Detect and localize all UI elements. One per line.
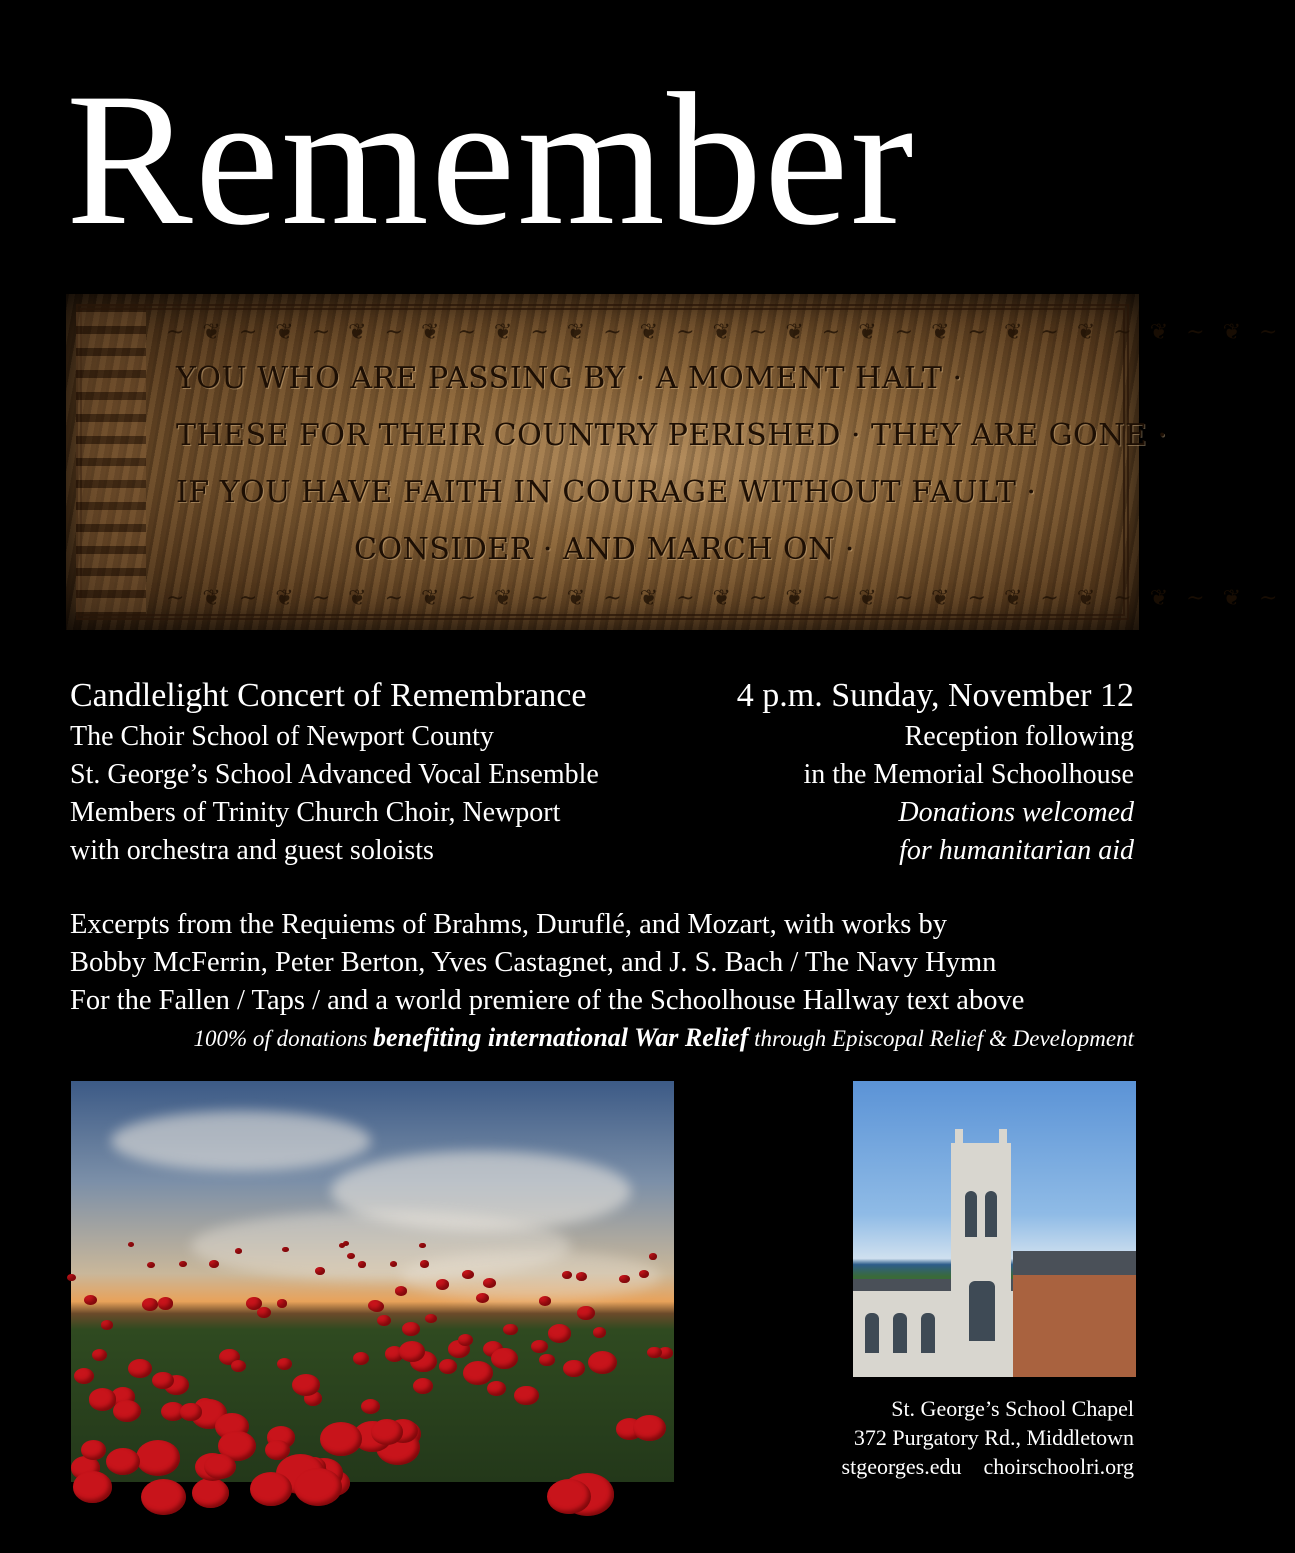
poppy-flower bbox=[563, 1360, 585, 1377]
poppy-flower bbox=[277, 1299, 288, 1307]
poppy-field-photo bbox=[71, 1081, 674, 1482]
poppy-flower bbox=[128, 1242, 134, 1247]
donation-note-bold: benefiting international War Relief bbox=[373, 1023, 749, 1052]
poppy-flower bbox=[136, 1440, 180, 1475]
plaque-inscription bbox=[176, 350, 1168, 578]
poppy-flower bbox=[250, 1472, 292, 1506]
poppy-flower bbox=[476, 1293, 489, 1303]
poppy-flower bbox=[257, 1307, 271, 1318]
poppy-flower bbox=[531, 1340, 548, 1354]
venue-address: 372 Purgatory Rd., Middletown bbox=[853, 1425, 1134, 1450]
poppy-flower bbox=[84, 1295, 97, 1305]
poppy-flower bbox=[439, 1359, 457, 1374]
poppy-flower bbox=[343, 1241, 349, 1246]
poppy-flower bbox=[503, 1324, 518, 1336]
poppy-flower bbox=[81, 1440, 106, 1460]
poppy-flower bbox=[353, 1352, 369, 1365]
chapel-photo bbox=[853, 1081, 1136, 1377]
donation-note-post: through Episcopal Relief & Development bbox=[748, 1026, 1134, 1051]
poppy-flower bbox=[647, 1347, 662, 1359]
inscription-line: IF YOU HAVE FAITH IN COURAGE WITHOUT FAULT · bbox=[176, 475, 1037, 510]
poppy-flower bbox=[633, 1415, 666, 1441]
poppy-flower bbox=[419, 1243, 425, 1248]
event-details bbox=[674, 674, 1134, 870]
poppy-flower bbox=[562, 1271, 572, 1279]
poster-title: Remember bbox=[66, 55, 916, 265]
poppy-flower bbox=[547, 1479, 591, 1514]
poppy-flower bbox=[142, 1298, 158, 1311]
poppy-flower bbox=[491, 1348, 518, 1369]
poppy-flower bbox=[73, 1471, 112, 1502]
poppy-flower bbox=[514, 1386, 538, 1406]
poppy-flower bbox=[204, 1454, 236, 1479]
poppy-flower bbox=[141, 1479, 186, 1515]
poppy-flower bbox=[358, 1261, 366, 1267]
poppy-flower bbox=[292, 1374, 320, 1396]
poppy-flower bbox=[577, 1306, 595, 1320]
donations-line: Donations welcomed bbox=[898, 797, 1134, 828]
program-line: For the Fallen / Taps / and a world premiere of the Schoolhouse Hallway text above bbox=[70, 985, 1025, 1016]
inscription-line: CONSIDER · AND MARCH ON · bbox=[354, 532, 855, 567]
poppy-flower bbox=[649, 1253, 657, 1260]
website-link-choirschool[interactable]: choirschoolri.org bbox=[983, 1454, 1134, 1479]
plaque-bottom-scrollwork: ~❦~❦~❦~❦~❦~❦~❦~❦~❦~❦~❦~❦~❦~❦~❦~ bbox=[166, 586, 1295, 611]
inscription-line: THESE FOR THEIR COUNTRY PERISHED · THEY ARE GONE · bbox=[176, 418, 1168, 453]
poppy-flower bbox=[390, 1261, 397, 1267]
venue-name: St. George’s School Chapel bbox=[891, 1396, 1134, 1421]
poppy-flower bbox=[539, 1296, 551, 1306]
poppy-flower bbox=[192, 1478, 230, 1508]
poppy-flower bbox=[548, 1324, 571, 1343]
poppy-flower bbox=[371, 1419, 403, 1445]
poppy-flower bbox=[402, 1322, 420, 1336]
event-time: 4 p.m. Sunday, November 12 bbox=[736, 677, 1134, 714]
poppy-flower bbox=[277, 1358, 292, 1370]
poppy-flower bbox=[483, 1278, 495, 1288]
venue-info bbox=[820, 1394, 1134, 1481]
concert-details bbox=[70, 674, 730, 870]
venue-links bbox=[820, 1452, 1134, 1481]
performer-line: with orchestra and guest soloists bbox=[70, 835, 434, 866]
reception-line: in the Memorial Schoolhouse bbox=[803, 759, 1134, 790]
poppy-flower bbox=[463, 1361, 493, 1385]
poppy-flower bbox=[458, 1334, 473, 1346]
poppy-flower bbox=[158, 1297, 173, 1309]
poppy-flower bbox=[89, 1388, 117, 1410]
poppy-flower bbox=[487, 1381, 506, 1396]
poppy-flower bbox=[619, 1275, 629, 1283]
reception-line: Reception following bbox=[904, 721, 1134, 752]
donations-line: for humanitarian aid bbox=[899, 835, 1134, 866]
poppy-flower bbox=[377, 1315, 391, 1326]
poppy-flower bbox=[147, 1262, 155, 1268]
poppy-flower bbox=[92, 1349, 107, 1361]
poppy-flower bbox=[399, 1341, 425, 1362]
poppy-flower bbox=[294, 1468, 342, 1506]
poppy-flower bbox=[361, 1399, 380, 1414]
poppy-flower bbox=[395, 1286, 407, 1296]
program-line: Bobby McFerrin, Peter Berton, Yves Castagnet, and J. S. Bach / The Navy Hymn bbox=[70, 947, 997, 978]
poppy-flower bbox=[179, 1261, 187, 1267]
poppy-flower bbox=[282, 1247, 289, 1252]
poppy-flower bbox=[209, 1260, 219, 1268]
poppy-flower bbox=[106, 1448, 140, 1475]
plaque-carved-side bbox=[76, 304, 146, 620]
concert-heading: Candlelight Concert of Remembrance bbox=[70, 677, 587, 714]
performer-line: Members of Trinity Church Choir, Newport bbox=[70, 797, 561, 828]
poppy-flower bbox=[588, 1351, 617, 1374]
donation-note bbox=[194, 1022, 1134, 1055]
poppy-flower bbox=[315, 1267, 325, 1275]
poppy-flower bbox=[128, 1359, 152, 1378]
donation-note-pre: 100% of donations bbox=[193, 1026, 374, 1051]
performer-line: St. George’s School Advanced Vocal Ensemble bbox=[70, 759, 599, 790]
poppy-flower bbox=[593, 1327, 606, 1337]
plaque-top-scrollwork: ~❦~❦~❦~❦~❦~❦~❦~❦~❦~❦~❦~❦~❦~❦~❦~ bbox=[166, 320, 1295, 345]
poppy-flower bbox=[370, 1301, 384, 1312]
poppy-flower bbox=[420, 1260, 430, 1268]
poppy-flower bbox=[539, 1354, 555, 1367]
poppy-flower bbox=[74, 1368, 95, 1384]
poppy-flower bbox=[425, 1314, 436, 1323]
website-link-stgeorges[interactable]: stgeorges.edu bbox=[841, 1454, 962, 1479]
poppy-flower bbox=[413, 1378, 433, 1394]
poppy-flower bbox=[180, 1403, 201, 1420]
performer-line: The Choir School of Newport County bbox=[70, 721, 494, 752]
poppy-flower bbox=[320, 1422, 363, 1456]
poppy-flower bbox=[113, 1400, 141, 1423]
poppy-flower bbox=[576, 1272, 587, 1281]
poppy-flower bbox=[67, 1274, 76, 1281]
inscription-line: YOU WHO ARE PASSING BY · A MOMENT HALT · bbox=[176, 361, 963, 396]
poppy-flower bbox=[235, 1248, 242, 1254]
memorial-plaque-image bbox=[66, 294, 1295, 630]
program-description bbox=[70, 906, 1140, 1020]
program-line: Excerpts from the Requiems of Brahms, Duruflé, and Mozart, with works by bbox=[70, 909, 947, 940]
poppy-flower bbox=[231, 1360, 246, 1372]
poppy-flower bbox=[101, 1320, 113, 1330]
